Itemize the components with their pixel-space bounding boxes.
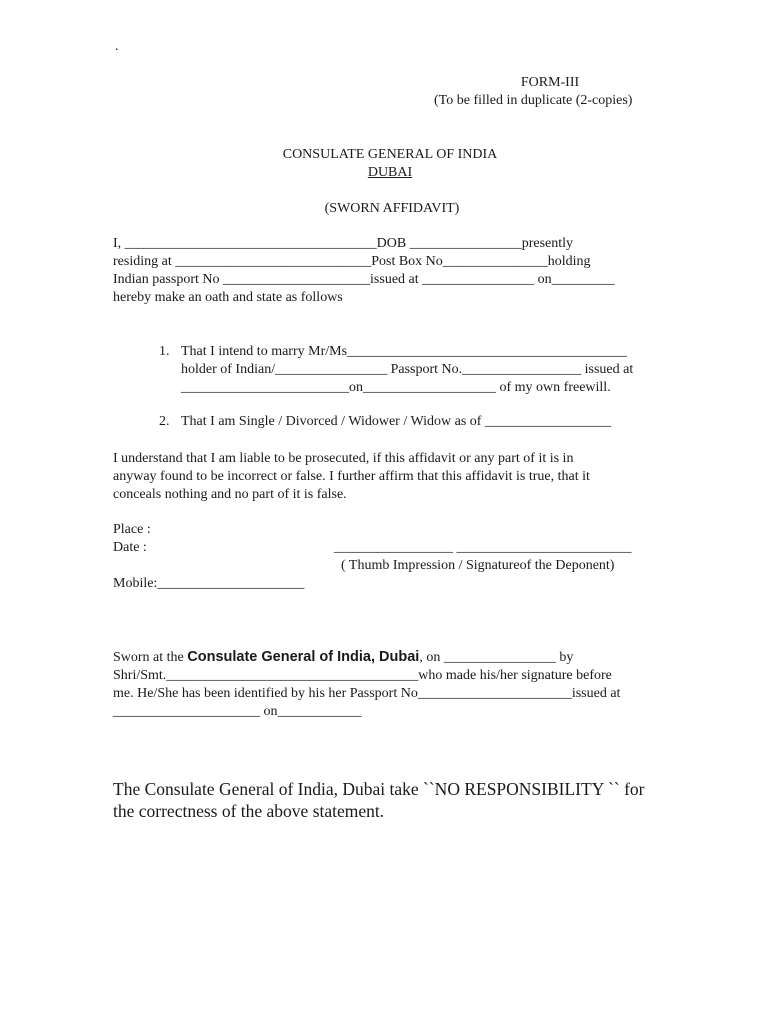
duplicate-instruction: (To be filled in duplicate (2-copies) xyxy=(434,93,633,108)
sworn-line xyxy=(113,648,573,667)
sworn-suffix: , on ________________ by xyxy=(419,650,574,665)
paragraph-line: I understand that I am liable to be prosecuted, if this affidavit or any part of it is in xyxy=(113,451,574,466)
oath-statement-line: hereby make an oath and state as follows xyxy=(113,290,343,305)
disclaimer-line: The Consulate General of India, Dubai take ``NO RESPONSIBILITY `` for xyxy=(113,779,645,799)
stray-dot: . xyxy=(115,39,119,54)
declarant-name-line: I, ____________________________________DOB ________________presently xyxy=(113,236,574,251)
clause-line: holder of Indian/________________ Passport No._________________ issued at xyxy=(181,362,634,377)
sworn-prefix: Sworn at the xyxy=(113,650,188,665)
clause-line: That I intend to marry Mr/Ms________________________________________ xyxy=(181,344,628,359)
affidavit-subtitle: (SWORN AFFIDAVIT) xyxy=(324,201,460,216)
disclaimer-line: the correctness of the above statement. xyxy=(113,801,385,821)
authority-title: CONSULATE GENERAL OF INDIA xyxy=(282,147,498,162)
clause-number: 2. xyxy=(159,414,170,429)
signature-caption: ( Thumb Impression / Signatureof the Deponent) xyxy=(341,558,615,573)
place-label: Place : xyxy=(113,522,151,537)
clause-line: ________________________on___________________ of my own freewill. xyxy=(181,380,611,395)
signature-line: _________________ _________________________ xyxy=(334,540,632,555)
sworn-line: _____________________ on____________ xyxy=(113,704,362,719)
clause-line: That I am Single / Divorced / Widower / Widow as of __________________ xyxy=(181,414,611,429)
clause-number: 1. xyxy=(159,344,170,359)
form-number: FORM-III xyxy=(520,75,580,90)
paragraph-line: conceals nothing and no part of it is false. xyxy=(113,487,347,502)
sworn-line: Shri/Smt.____________________________________who made his/her signature before xyxy=(113,668,612,683)
paragraph-line: anyway found to be incorrect or false. I further affirm that this affidavit is true, that it xyxy=(113,469,590,484)
declarant-residence-line: residing at ____________________________Post Box No_______________holding xyxy=(113,254,591,269)
sworn-line: me. He/She has been identified by his her Passport No______________________issued at xyxy=(113,686,621,701)
declarant-passport-line: Indian passport No _____________________issued at ________________ on_________ xyxy=(113,272,615,287)
consulate-name: Consulate General of India, Dubai xyxy=(187,649,420,665)
mobile-label: Mobile:_____________________ xyxy=(113,576,305,591)
date-label: Date : xyxy=(113,540,147,555)
city-title: DUBAI xyxy=(367,165,413,180)
